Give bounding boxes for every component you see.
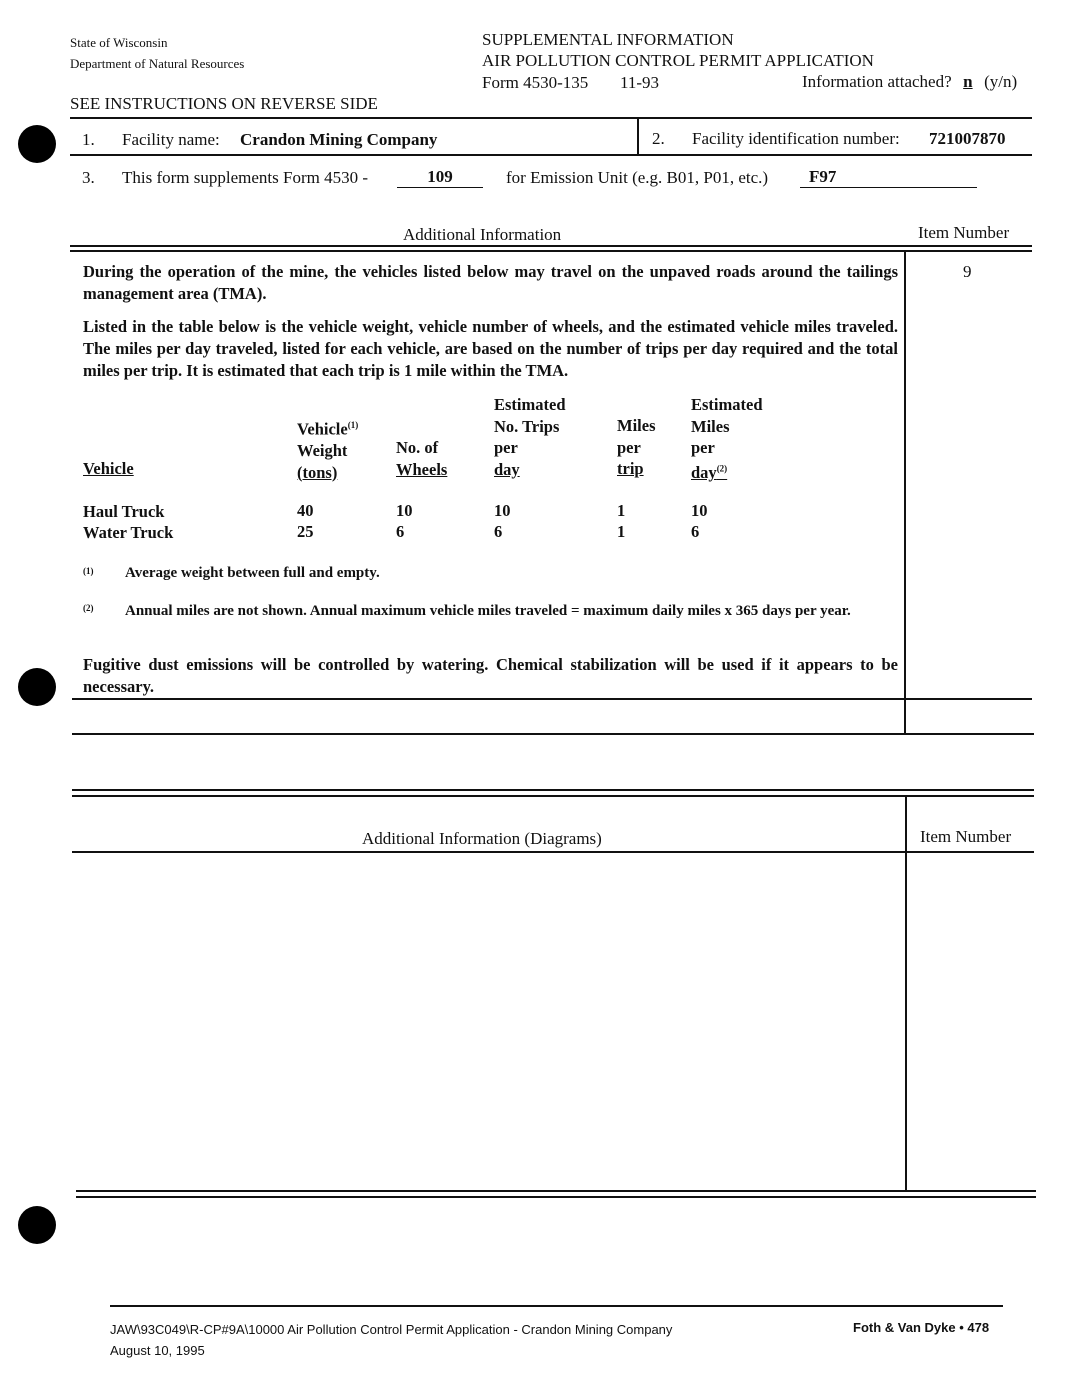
section1-item-heading: Item Number: [918, 223, 1010, 242]
cell-trips: 6: [494, 522, 503, 541]
double-rule-bottom: [76, 1196, 1036, 1198]
footer-date: August 10, 1995: [110, 1343, 205, 1358]
field3-label: This form supplements Form 4530 -: [122, 168, 369, 187]
cell-trips: 10: [494, 501, 511, 520]
field2-number: 2.: [652, 129, 665, 148]
paragraph-2: Listed in the table below is the vehicle weight, vehicle number of wheels, and the estimated vehicle miles traveled. The miles per day traveled, listed for each vehicle, are based on the number of trips per day required and the total miles per trip. It is estimated that each trip is 1 mile within the TMA.: [83, 317, 898, 380]
col-header-weight: Vehicle$^{(1)}$ Weight (tons): [297, 419, 359, 482]
section2-item-heading: Item Number: [920, 827, 1012, 846]
col-header-miles-per-trip: Miles per trip: [617, 416, 656, 478]
info-attached-value[interactable]: n: [963, 72, 973, 91]
facility-id-value[interactable]: 721007870: [929, 129, 1006, 148]
footer-company: Foth & Van Dyke: [853, 1320, 956, 1335]
supplement-form-value[interactable]: 109: [397, 167, 483, 188]
cell-vehicle: Water Truck: [83, 523, 174, 542]
diagram-area: [74, 855, 902, 1190]
punch-hole: [18, 125, 56, 163]
paragraph-1: During the operation of the mine, the vehicles listed below may travel on the unpaved roads around the tailings management area (TMA).: [83, 262, 898, 303]
footnote2-marker: (2): [83, 603, 94, 613]
form-date: 11-93: [620, 73, 660, 92]
double-rule-top: [70, 245, 1032, 247]
cell-miles-per-trip: 1: [617, 522, 626, 541]
col-header-miles-per-day: Estimated Miles per day$^{(2)}$: [691, 395, 763, 482]
field2-label: Facility identification number:: [692, 129, 900, 148]
col-header-trips: Estimated No. Trips per day: [494, 395, 566, 479]
rule: [72, 698, 1032, 700]
footnote2-text: Annual miles are not shown. Annual maximum vehicle miles traveled = maximum daily miles x 365 days per year.: [125, 603, 851, 619]
info-attached-label: Information attached?: [802, 72, 952, 91]
cell-wheels: 10: [396, 501, 413, 520]
instructions-note: SEE INSTRUCTIONS ON REVERSE SIDE: [70, 94, 378, 113]
rule: [72, 733, 1034, 735]
item-column-divider: [904, 252, 906, 733]
department-label: Department of Natural Resources: [70, 56, 245, 71]
double-rule-top: [76, 1190, 1036, 1192]
punch-hole: [18, 1206, 56, 1244]
field-divider: [637, 118, 639, 154]
footer-page-number: 478: [967, 1320, 990, 1335]
form-title-line2: AIR POLLUTION CONTROL PERMIT APPLICATION: [482, 51, 874, 70]
field1-label: Facility name:: [122, 130, 220, 149]
section2-heading: Additional Information (Diagrams): [362, 829, 602, 848]
field1-number: 1.: [82, 130, 95, 149]
rule: [72, 851, 1034, 853]
emission-unit-value[interactable]: F97: [800, 167, 977, 188]
double-rule-top: [72, 789, 1034, 791]
section1-heading: Additional Information: [403, 225, 562, 244]
cell-weight: 25: [297, 522, 314, 541]
cell-miles-per-day: 10: [691, 501, 708, 520]
cell-wheels: 6: [396, 522, 405, 541]
rule: [70, 154, 1032, 156]
footer-file-ref: JAW\93C049\R-CP#9A\10000 Air Pollution Control Permit Application - Crandon Mining Company: [110, 1322, 673, 1337]
info-attached: [802, 72, 1017, 92]
field3-number: 3.: [82, 168, 95, 187]
section1-item-number: 9: [963, 262, 972, 281]
footer-rule: [110, 1305, 1003, 1307]
footnote1-text: Average weight between full and empty.: [125, 565, 380, 581]
form-number: Form 4530-135: [482, 73, 589, 92]
facility-name-value[interactable]: Crandon Mining Company: [240, 130, 438, 149]
rule: [70, 117, 1032, 119]
state-label: State of Wisconsin: [70, 35, 168, 50]
footer-page: Foth & Van Dyke • 478: [853, 1320, 990, 1335]
double-rule-bottom: [72, 795, 1034, 797]
form-title-line1: SUPPLEMENTAL INFORMATION: [482, 30, 734, 49]
info-attached-suffix: (y/n): [984, 72, 1018, 91]
col-header-vehicle: Vehicle: [83, 459, 134, 478]
col-header-wheels: No. of Wheels: [396, 438, 448, 479]
item-column-divider: [905, 797, 907, 1190]
field3-mid-label: for Emission Unit (e.g. B01, P01, etc.): [506, 168, 769, 187]
cell-vehicle: Haul Truck: [83, 502, 165, 521]
cell-miles-per-day: 6: [691, 522, 700, 541]
punch-hole: [18, 668, 56, 706]
footnote1-marker: (1): [83, 566, 94, 576]
double-rule-bottom: [70, 250, 1032, 252]
paragraph-3: Fugitive dust emissions will be controlled by watering. Chemical stabilization will be used if it appears to be necessary.: [83, 655, 898, 696]
cell-weight: 40: [297, 501, 314, 520]
cell-miles-per-trip: 1: [617, 501, 626, 520]
